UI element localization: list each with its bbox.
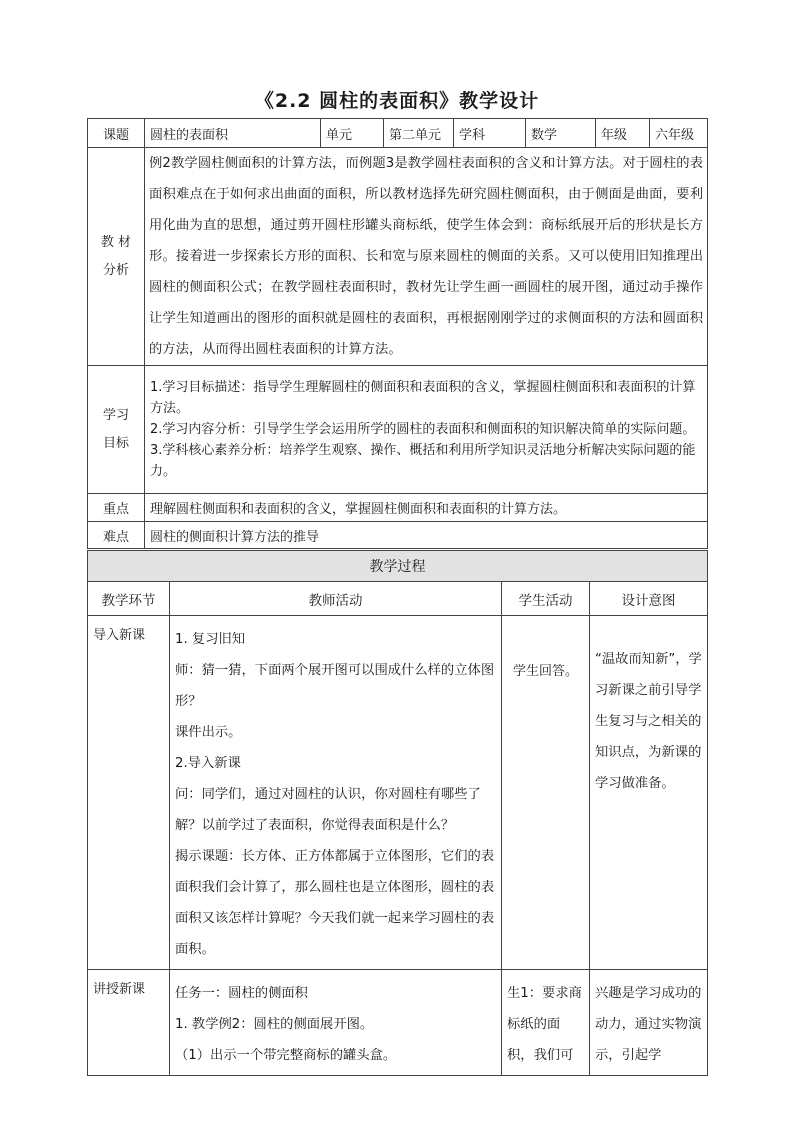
lesson-info-table	[87, 118, 708, 549]
analysis-label-line2: 分析	[102, 262, 129, 278]
teacher-line: 师：猜一猜，下面两个展开图可以围成什么样的立体图形？	[175, 663, 495, 709]
goals-list	[145, 366, 708, 494]
intent-text: 兴趣是学习成功的动力，通过实物演示，引起学	[595, 986, 702, 1063]
student-text: 生1：要求商标纸的面积，我们可	[507, 986, 582, 1063]
difficulty-label: 难点	[88, 522, 145, 549]
col-intent-header: 设计意图	[590, 582, 708, 616]
goals-label-line1: 学习	[102, 407, 129, 423]
goal-item: 3.学科核心素养分析：培养学生观察、操作、概括和利用所学知识灵活地分析解决实际问题的能力。	[150, 443, 696, 479]
intent-text: “温故而知新”，学习新课之前引导学生复习与之相关的知识点，为新课的学习做准备。	[595, 652, 702, 791]
goals-label-line2: 目标	[102, 435, 129, 451]
teacher-line: 1. 教学例2：圆柱的侧面展开图。	[175, 1017, 374, 1032]
design-intent-cell	[590, 970, 708, 1076]
student-activity-cell: 学生回答。	[502, 616, 590, 970]
col-student-header: 学生活动	[502, 582, 590, 616]
analysis-label	[88, 148, 145, 366]
student-activity-cell	[502, 970, 590, 1076]
info-row	[88, 119, 708, 148]
teacher-line: 课件出示。	[175, 725, 242, 740]
process-row-new	[88, 970, 708, 1076]
teacher-line: 揭示课题：长方体、正方体都属于立体图形，它们的表面积我们会计算了，那么圆柱也是立体图形，圆柱的表面积又该怎样计算呢？今天我们就一起来学习圆柱的表面积。	[175, 849, 495, 957]
design-intent-cell	[590, 616, 708, 970]
grade-value: 六年级	[650, 119, 708, 148]
teacher-activity-cell	[170, 970, 502, 1076]
teaching-process-table	[87, 550, 708, 1076]
difficulty-text: 圆柱的侧面积计算方法的推导	[145, 522, 708, 549]
process-heading-row	[88, 551, 708, 582]
page-title: 《2.2 圆柱的表面积》教学设计	[254, 90, 540, 112]
col-teacher-header: 教师活动	[170, 582, 502, 616]
teacher-line: （1）出示一个带完整商标的罐头盒。	[175, 1048, 397, 1063]
difficulty-row	[88, 522, 708, 549]
analysis-row	[88, 148, 708, 366]
goal-item: 2.学习内容分析：引导学生学会运用所学的圆柱的表面积和侧面积的知识解决简单的实际问题。	[150, 422, 696, 437]
process-header-row	[88, 582, 708, 616]
teacher-activity-cell	[170, 616, 502, 970]
subject-value: 数学	[526, 119, 596, 148]
unit-value: 第二单元	[384, 119, 454, 148]
topic-value: 圆柱的表面积	[145, 119, 321, 148]
goal-item: 1.学习目标描述：指导学生理解圆柱的侧面积和表面积的含义，掌握圆柱侧面积和表面积的计算方法。	[150, 380, 696, 416]
goals-row	[88, 366, 708, 494]
analysis-label-line1: 教 材	[100, 234, 132, 250]
stage-cell: 导入新课	[88, 616, 170, 970]
key-point-text: 理解圆柱侧面积和表面积的含义，掌握圆柱侧面积和表面积的计算方法。	[145, 494, 708, 522]
teacher-line: 1. 复习旧知	[175, 632, 246, 647]
teacher-line: 任务一：圆柱的侧面积	[175, 986, 308, 1001]
process-row-intro	[88, 616, 708, 970]
key-point-label: 重点	[88, 494, 145, 522]
topic-label: 课题	[88, 119, 145, 148]
goals-label	[88, 366, 145, 494]
teacher-line: 问：同学们，通过对圆柱的认识，你对圆柱有哪些了解？以前学过了表面积，你觉得表面积是什么？	[175, 787, 481, 833]
subject-label: 学科	[454, 119, 526, 148]
analysis-text: 例2教学圆柱侧面积的计算方法，而例题3是教学圆柱表面积的含义和计算方法。对于圆柱的表面积难点在于如何求出曲面的面积，所以教材选择先研究圆柱侧面积，由于侧面是曲面，要利用化曲为直的思想，通过剪开圆柱形罐头商标纸，使学生体会到：商标纸展开后的形状是长方形。接着进一步探索长方形的面积、长和宽与原来圆柱的侧面的关系。又可以使用旧知推理出圆柱的侧面积公式；在教学圆柱表面积时，教材先让学生画一画圆柱的展开图，通过动手操作让学生知道画出的图形的面积就是圆柱的表面积，再根据刚刚学过的求侧面积的方法和圆面积的方法，从而得出圆柱表面积的计算方法。	[145, 148, 708, 366]
key-point-row	[88, 494, 708, 522]
col-stage-header: 教学环节	[88, 582, 170, 616]
process-heading: 教学过程	[88, 551, 708, 582]
stage-cell: 讲授新课	[88, 970, 170, 1076]
teacher-line: 2.导入新课	[175, 756, 241, 771]
unit-label: 单元	[321, 119, 384, 148]
grade-label: 年级	[596, 119, 650, 148]
